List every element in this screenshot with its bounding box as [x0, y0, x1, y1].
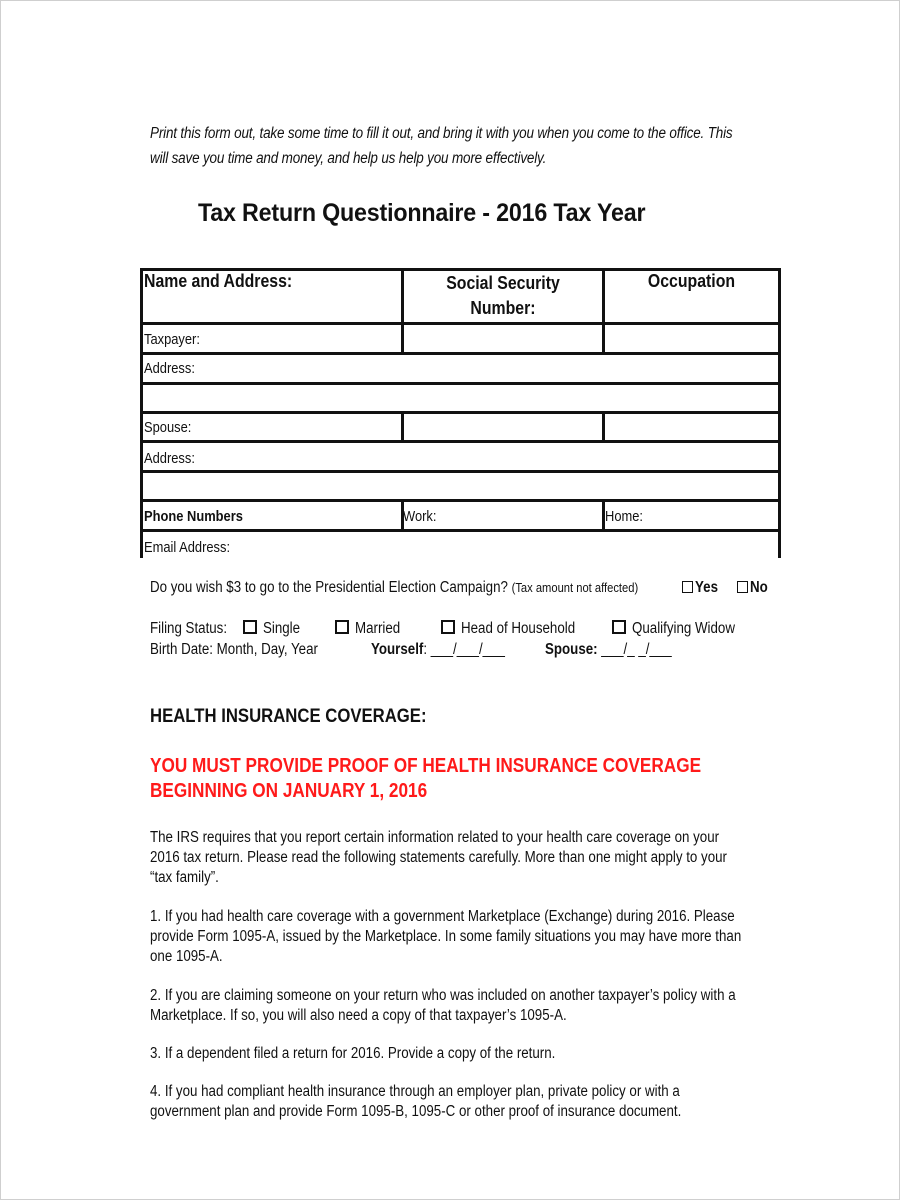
birth-date-spouse-field[interactable]: [545, 641, 692, 659]
election-no-option[interactable]: No: [737, 579, 771, 597]
health-insurance-warning: YOU MUST PROVIDE PROOF OF HEALTH INSURANCE COVERAGE BEGINNING ON JANUARY 1, 2016: [150, 755, 702, 802]
intro-line-2: will save you time and money, and help us help you more effectively.: [150, 150, 547, 167]
table-divider: [140, 411, 781, 414]
table-border-right: [778, 268, 781, 558]
filing-status-single[interactable]: Single: [243, 620, 306, 638]
election-note: (Tax amount not affected): [511, 580, 639, 595]
birth-date-yourself-field[interactable]: [371, 641, 527, 659]
checkbox-icon[interactable]: [682, 581, 693, 593]
yourself-label: Yourself: [371, 641, 424, 658]
taxpayer-label: Taxpayer:: [144, 331, 200, 348]
table-divider: [140, 499, 781, 502]
intro-line-1: Print this form out, take some time to fill it out, and bring it with you when you come to the office. This: [150, 125, 733, 142]
health-insurance-heading: HEALTH INSURANCE COVERAGE:: [150, 706, 427, 727]
spouse-label: Spouse:: [144, 419, 192, 436]
header-ssn: Social Security Number:: [446, 273, 560, 318]
checkbox-icon[interactable]: [441, 620, 455, 634]
filing-status-label: Filing Status:: [150, 620, 228, 637]
checkbox-icon[interactable]: [612, 620, 626, 634]
election-yes-option[interactable]: Yes: [682, 579, 722, 597]
yourself-date-blank[interactable]: : ___/___/___: [423, 641, 505, 658]
health-item-3: 3. If a dependent filed a return for 2016. Provide a copy of the return.: [150, 1045, 556, 1062]
work-phone-label: Work:: [403, 508, 437, 525]
health-item-1: 1. If you had health care coverage with a government Marketplace (Exchange) during 2016. Please provide Form 1095-A, issued by the Marketplace. In some family situations you may have more than one 1095-A.: [150, 908, 742, 965]
intro-text: [150, 121, 820, 171]
table-divider: [140, 440, 781, 443]
filing-status-married[interactable]: Married: [335, 620, 408, 638]
header-name-address: Name and Address:: [144, 271, 293, 291]
table-divider: [140, 322, 781, 325]
table-divider: [140, 470, 781, 473]
health-intro-paragraph: The IRS requires that you report certain information related to your health care coverage on your 2016 tax return. Please read the following statements carefully. More than one might apply to your “tax family”.: [150, 829, 727, 886]
spouse-date-blank[interactable]: ___/_ _/___: [597, 641, 672, 658]
table-divider: [140, 352, 781, 355]
phone-numbers-label: Phone Numbers: [144, 508, 243, 525]
filing-status-head-of-household[interactable]: Head of Household: [441, 620, 594, 638]
checkbox-icon[interactable]: [737, 581, 748, 593]
table-col-divider: [602, 411, 605, 443]
table-border-left: [140, 268, 143, 558]
taxpayer-address-label: Address:: [144, 360, 195, 377]
checkbox-icon[interactable]: [335, 620, 349, 634]
page-title: Tax Return Questionnaire - 2016 Tax Year: [198, 199, 646, 227]
checkbox-icon[interactable]: [243, 620, 257, 634]
header-occupation: Occupation: [647, 271, 736, 291]
election-campaign-question: Do you wish $3 to go to the Presidential Election Campaign? (Tax amount not affected): [150, 579, 639, 596]
spouse-label: Spouse:: [545, 641, 598, 658]
health-item-2: 2. If you are claiming someone on your return who was included on another taxpayer’s policy with a Marketplace. If so, you will also need a copy of that taxpayer’s 1095-A.: [150, 987, 736, 1024]
filing-status-qualifying-widow[interactable]: Qualifying Widow: [612, 620, 752, 638]
table-col-divider: [401, 411, 404, 443]
spouse-address-label: Address:: [144, 450, 195, 467]
health-item-4: 4. If you had compliant health insurance through an employer plan, private policy or with a government plan and provide Form 1095-B, 1095-C or other proof of insurance document.: [150, 1083, 682, 1120]
table-divider: [140, 382, 781, 385]
home-phone-label: Home:: [605, 508, 644, 525]
table-divider: [140, 529, 781, 532]
email-address-label: Email Address:: [144, 539, 231, 556]
birth-date-label: Birth Date: Month, Day, Year: [150, 641, 318, 658]
